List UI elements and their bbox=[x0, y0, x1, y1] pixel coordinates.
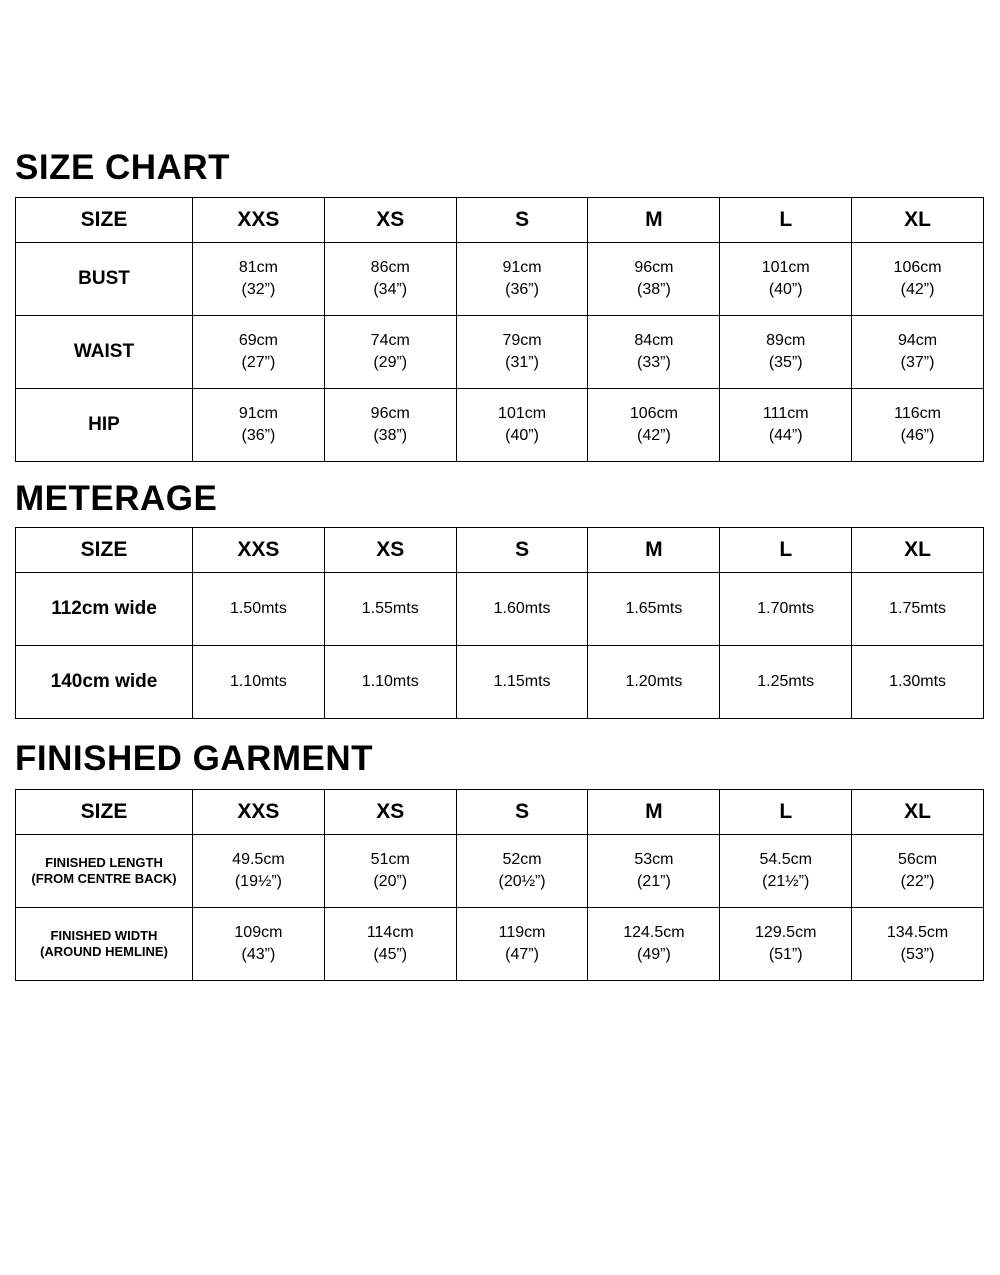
value-inches: (32”) bbox=[241, 281, 276, 298]
row-label: 112cm wide bbox=[16, 573, 193, 646]
value-cell bbox=[720, 316, 852, 389]
value-cm: 74cm bbox=[370, 332, 410, 350]
value-cm: 111cm bbox=[762, 405, 809, 423]
row-label: 140cm wide bbox=[16, 646, 193, 719]
row-label-note: (FROM CENTRE BACK) bbox=[31, 871, 177, 886]
table-row bbox=[16, 908, 984, 981]
value-cm: 51cm bbox=[370, 851, 410, 869]
table-row bbox=[16, 835, 984, 908]
value-cell bbox=[852, 835, 984, 908]
header-row bbox=[16, 528, 984, 573]
header-size-label: SIZE bbox=[16, 198, 193, 243]
value-cm: 84cm bbox=[634, 332, 674, 350]
value-inches: (27”) bbox=[241, 354, 276, 371]
value-cm: 114cm bbox=[366, 924, 414, 942]
header-size-xl: XL bbox=[852, 198, 984, 243]
value-cell bbox=[588, 835, 720, 908]
table-row bbox=[16, 646, 984, 719]
value-cell bbox=[324, 316, 456, 389]
value-cm: 79cm bbox=[502, 332, 542, 350]
value-cm: 101cm bbox=[498, 405, 547, 423]
value-cm: 116cm bbox=[894, 405, 941, 423]
value-inches: (51”) bbox=[768, 946, 803, 963]
table-row bbox=[16, 243, 984, 316]
value-inches: (38”) bbox=[373, 427, 408, 444]
value-cell bbox=[852, 908, 984, 981]
row-label: BUST bbox=[16, 243, 193, 316]
value-cell: 1.50mts bbox=[193, 573, 325, 646]
value-inches: (49”) bbox=[637, 946, 671, 963]
value-cm: 129.5cm bbox=[755, 924, 817, 942]
value-inches: (33”) bbox=[637, 354, 671, 371]
row-label-main: FINISHED LENGTH bbox=[45, 855, 163, 871]
table-row bbox=[16, 573, 984, 646]
value-inches: (31”) bbox=[505, 354, 539, 371]
row-label bbox=[16, 908, 193, 981]
value-cell bbox=[324, 908, 456, 981]
value-cell bbox=[193, 316, 325, 389]
value-cm: 106cm bbox=[629, 405, 678, 423]
value-cm: 53cm bbox=[634, 851, 674, 869]
value-cell bbox=[193, 389, 325, 462]
value-cm: 109cm bbox=[234, 924, 283, 942]
size-chart-table bbox=[15, 197, 984, 462]
header-row bbox=[16, 790, 984, 835]
value-inches: (47”) bbox=[505, 946, 539, 963]
value-inches: (37”) bbox=[900, 354, 935, 371]
header-size-xxs: XXS bbox=[193, 198, 325, 243]
value-inches: (36”) bbox=[241, 427, 276, 444]
value-inches: (42”) bbox=[900, 281, 935, 298]
value-inches: (44”) bbox=[768, 427, 803, 444]
value-cell: 1.75mts bbox=[852, 573, 984, 646]
value-cell bbox=[324, 243, 456, 316]
value-cell bbox=[456, 389, 588, 462]
header-size-m: M bbox=[588, 790, 720, 835]
value-cm: 106cm bbox=[893, 259, 942, 277]
header-size-xl: XL bbox=[852, 790, 984, 835]
value-cell bbox=[456, 243, 588, 316]
value-cell bbox=[720, 243, 852, 316]
header-size-xxs: XXS bbox=[193, 790, 325, 835]
header-size-s: S bbox=[456, 790, 588, 835]
value-cell: 1.10mts bbox=[324, 646, 456, 719]
header-size-xs: XS bbox=[324, 198, 456, 243]
value-cell: 1.70mts bbox=[720, 573, 852, 646]
header-row bbox=[16, 198, 984, 243]
value-inches: (40”) bbox=[505, 427, 539, 444]
value-cell: 1.20mts bbox=[588, 646, 720, 719]
value-cell bbox=[588, 908, 720, 981]
value-cm: 119cm bbox=[498, 924, 546, 942]
row-label: WAIST bbox=[16, 316, 193, 389]
value-cell: 1.60mts bbox=[456, 573, 588, 646]
value-inches: (53”) bbox=[900, 946, 935, 963]
value-cell: 1.30mts bbox=[852, 646, 984, 719]
value-cm: 52cm bbox=[502, 851, 542, 869]
value-cell bbox=[324, 389, 456, 462]
value-cell bbox=[456, 908, 588, 981]
value-inches: (46”) bbox=[900, 427, 935, 444]
finished-garment-title: FINISHED GARMENT bbox=[15, 739, 373, 778]
value-cell bbox=[720, 835, 852, 908]
header-size-xxs: XXS bbox=[193, 528, 325, 573]
value-cell: 1.55mts bbox=[324, 573, 456, 646]
meterage-title: METERAGE bbox=[15, 479, 218, 518]
value-inches: (45”) bbox=[373, 946, 408, 963]
row-label-note: (AROUND HEMLINE) bbox=[40, 944, 168, 959]
header-size-label: SIZE bbox=[16, 528, 193, 573]
value-cm: 96cm bbox=[634, 259, 674, 277]
value-cell bbox=[324, 835, 456, 908]
value-inches: (42”) bbox=[637, 427, 671, 444]
header-size-l: L bbox=[720, 790, 852, 835]
header-size-l: L bbox=[720, 528, 852, 573]
header-size-m: M bbox=[588, 528, 720, 573]
header-size-xl: XL bbox=[852, 528, 984, 573]
value-cm: 91cm bbox=[238, 405, 278, 423]
value-cm: 101cm bbox=[761, 259, 810, 277]
value-inches: (21”) bbox=[637, 873, 671, 890]
header-size-s: S bbox=[456, 528, 588, 573]
value-cell bbox=[588, 243, 720, 316]
value-inches: (38”) bbox=[637, 281, 671, 298]
value-inches: (34”) bbox=[373, 281, 408, 298]
row-label-main: FINISHED WIDTH bbox=[50, 928, 158, 944]
value-inches: (29”) bbox=[373, 354, 408, 371]
value-cell bbox=[852, 389, 984, 462]
row-label bbox=[16, 835, 193, 908]
value-inches: (22”) bbox=[900, 873, 935, 890]
value-cm: 56cm bbox=[898, 851, 938, 869]
value-inches: (21½”) bbox=[762, 873, 810, 890]
finished-garment-table bbox=[15, 789, 984, 981]
table-row bbox=[16, 316, 984, 389]
header-size-l: L bbox=[720, 198, 852, 243]
value-cell bbox=[588, 316, 720, 389]
header-size-xs: XS bbox=[324, 528, 456, 573]
header-size-label: SIZE bbox=[16, 790, 193, 835]
value-cm: 69cm bbox=[238, 332, 278, 350]
value-cm: 89cm bbox=[766, 332, 806, 350]
value-cm: 54.5cm bbox=[759, 851, 812, 869]
row-label: HIP bbox=[16, 389, 193, 462]
value-cm: 81cm bbox=[238, 259, 278, 277]
value-cell bbox=[720, 908, 852, 981]
value-cm: 49.5cm bbox=[232, 851, 285, 869]
value-cell bbox=[193, 243, 325, 316]
value-cell bbox=[588, 389, 720, 462]
header-size-xs: XS bbox=[324, 790, 456, 835]
value-cm: 86cm bbox=[370, 259, 410, 277]
header-size-m: M bbox=[588, 198, 720, 243]
value-cell: 1.25mts bbox=[720, 646, 852, 719]
value-cm: 124.5cm bbox=[623, 924, 685, 942]
value-cell bbox=[193, 835, 325, 908]
value-cell bbox=[456, 835, 588, 908]
value-inches: (43”) bbox=[241, 946, 276, 963]
value-cell bbox=[720, 389, 852, 462]
value-inches: (36”) bbox=[505, 281, 539, 298]
value-inches: (19½”) bbox=[234, 873, 282, 890]
value-inches: (20½”) bbox=[498, 873, 546, 890]
value-cell: 1.15mts bbox=[456, 646, 588, 719]
value-inches: (40”) bbox=[768, 281, 803, 298]
value-cell: 1.65mts bbox=[588, 573, 720, 646]
value-cm: 91cm bbox=[502, 259, 542, 277]
value-cell bbox=[852, 316, 984, 389]
value-inches: (35”) bbox=[768, 354, 803, 371]
value-cm: 96cm bbox=[370, 405, 410, 423]
value-cm: 94cm bbox=[898, 332, 938, 350]
value-cell: 1.10mts bbox=[193, 646, 325, 719]
table-row bbox=[16, 389, 984, 462]
value-cell bbox=[456, 316, 588, 389]
value-inches: (20”) bbox=[373, 873, 408, 890]
value-cm: 134.5cm bbox=[886, 924, 949, 942]
value-cell bbox=[852, 243, 984, 316]
value-cell bbox=[193, 908, 325, 981]
size-chart-title: SIZE CHART bbox=[15, 148, 230, 187]
header-size-s: S bbox=[456, 198, 588, 243]
meterage-table bbox=[15, 527, 984, 719]
